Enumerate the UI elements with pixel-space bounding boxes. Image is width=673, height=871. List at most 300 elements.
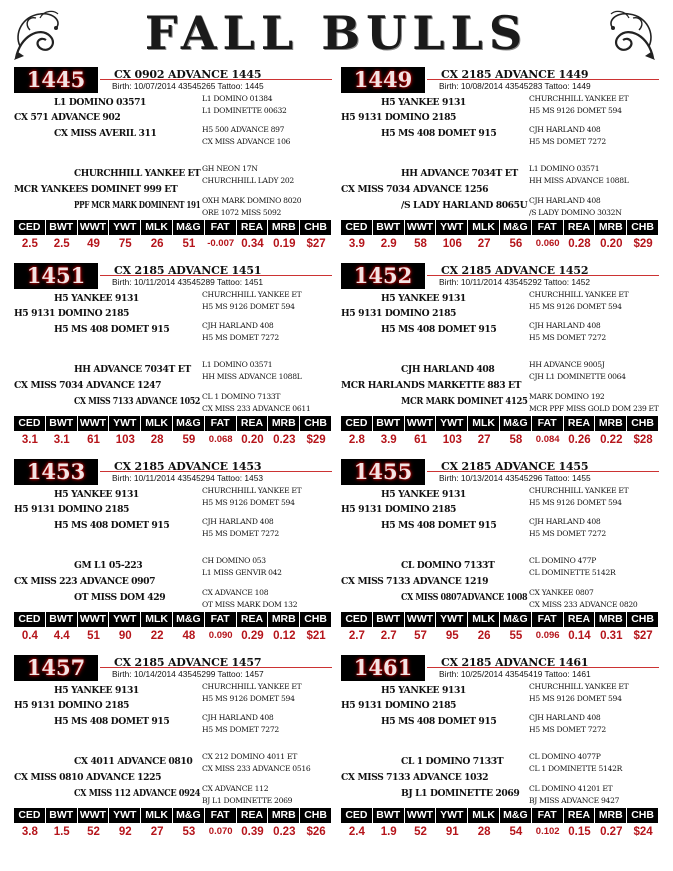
bull-card [14, 655, 332, 855]
epd-label: CED [341, 612, 372, 627]
epd-label: BWT [373, 220, 404, 235]
epd-value: 2.7 [380, 630, 397, 642]
epd-label: REA [237, 220, 268, 235]
epd-label: M&G [500, 612, 531, 627]
sire-sire-sire: CHURCHHILL YANKEE ET [529, 682, 629, 691]
epd-label: BWT [46, 612, 77, 627]
epd-label: YWT [109, 220, 140, 235]
epd-value: 1.9 [380, 826, 397, 838]
tag-number-text: 1449 [353, 67, 413, 92]
epd-label: WWT [78, 220, 109, 235]
sire-sire-sire: CHURCHHILL YANKEE ET [529, 290, 629, 299]
epd-value: 103 [115, 434, 135, 446]
epd-label: M&G [500, 220, 531, 235]
bull-name: CX 2185 ADVANCE 1457 [114, 656, 262, 669]
dam-sire-sire: CL DOMINO 4077P [529, 752, 601, 761]
epd-label: MLK [141, 416, 172, 431]
dam-dam-dam: CX MISS 233 ADVANCE 0611 [202, 404, 311, 413]
sire-dam: H5 MS 408 DOMET 915 [381, 324, 497, 335]
bull-tag-number [14, 459, 98, 485]
epd-value: 26 [477, 630, 491, 642]
epd-value: 2.5 [21, 238, 38, 250]
dam-dam: BJ L1 DOMINETTE 2069 [401, 788, 520, 799]
sire-sire-dam: H5 MS 9126 DOMET 594 [202, 302, 295, 311]
dam-sire-dam: L1 MISS GENVIR 042 [202, 568, 282, 577]
sire-sire: H5 YANKEE 9131 [381, 489, 466, 500]
epd-header-row [341, 220, 659, 235]
sire-dam-dam: H5 MS DOMET 7272 [529, 529, 606, 538]
epd-value: 58 [509, 434, 523, 446]
sire-sire-sire: CHURCHHILL YANKEE ET [202, 682, 302, 691]
dam: MCR HARLANDS MARKETTE 883 ET [341, 380, 522, 391]
epd-value: 0.39 [241, 826, 264, 838]
epd-value: 3.1 [53, 434, 70, 446]
epd-label: YWT [109, 808, 140, 823]
epd-value: 2.5 [53, 238, 70, 250]
epd-value: 103 [442, 434, 462, 446]
bull-name: CX 2185 ADVANCE 1449 [441, 68, 589, 81]
epd-label: REA [564, 808, 595, 823]
epd-value: 54 [509, 826, 523, 838]
dam-sire-dam: CL 1 DOMINETTE 5142R [529, 764, 623, 773]
epd-label: YWT [109, 416, 140, 431]
epd-header-row [341, 612, 659, 627]
epd-value: 0.26 [568, 434, 591, 446]
dam-sire: CL 1 DOMINO 7133T [401, 756, 504, 767]
epd-value: 27 [477, 434, 491, 446]
sire: H5 9131 DOMINO 2185 [14, 700, 130, 711]
dam-sire: CHURCHHILL YANKEE ET [74, 168, 201, 179]
sire-sire-dam: H5 MS 9126 DOMET 594 [202, 694, 295, 703]
bull-card [341, 459, 659, 659]
sire: H5 9131 DOMINO 2185 [341, 112, 457, 123]
epd-value: 56 [509, 238, 523, 250]
sire-dam-sire: CJH HARLAND 408 [202, 713, 274, 722]
epd-value: 0.34 [241, 238, 264, 250]
bull-card [14, 459, 332, 659]
sire-sire-sire: CHURCHHILL YANKEE ET [529, 94, 629, 103]
epd-value: 0.19 [273, 238, 296, 250]
epd-label: CED [14, 612, 45, 627]
sire-dam-dam: CX MISS ADVANCE 106 [202, 137, 291, 146]
dam-dam-sire: CL DOMINO 41201 ET [529, 784, 613, 793]
epd-label: YWT [436, 612, 467, 627]
bull-name: CX 2185 ADVANCE 1455 [441, 460, 589, 473]
epd-label: MRB [595, 612, 626, 627]
sire-dam-dam: H5 MS DOMET 7272 [529, 137, 606, 146]
epd-label: MRB [595, 220, 626, 235]
epd-label: FAT [532, 612, 563, 627]
epd-values-row [14, 236, 332, 252]
tag-number-text: 1445 [26, 67, 86, 92]
bull-name: CX 0902 ADVANCE 1445 [114, 68, 262, 81]
epd-value: $28 [633, 434, 653, 446]
sire-dam-sire: CJH HARLAND 408 [529, 125, 601, 134]
epd-label: CHB [627, 808, 658, 823]
sire-dam-sire: CJH HARLAND 408 [529, 713, 601, 722]
dam-dam-sire: CL 1 DOMINO 7133T [202, 392, 281, 401]
epd-value: 0.096 [535, 630, 560, 641]
sire-sire-sire: CHURCHHILL YANKEE ET [529, 486, 629, 495]
epd-label: CHB [627, 220, 658, 235]
sire-sire: H5 YANKEE 9131 [381, 293, 466, 304]
epd-value: 0.29 [241, 630, 264, 642]
epd-label: M&G [173, 220, 204, 235]
epd-label: M&G [500, 808, 531, 823]
sire-dam: H5 MS 408 DOMET 915 [381, 716, 497, 727]
epd-values-row [341, 628, 659, 644]
epd-value: 55 [509, 630, 523, 642]
sire-dam: H5 MS 408 DOMET 915 [54, 520, 170, 531]
bull-birth-info: Birth: 10/25/2014 43545419 Tattoo: 1461 [439, 669, 591, 679]
dam-dam-sire: OXH MARK DOMINO 8020 [202, 196, 302, 205]
swirl-ornament-icon [599, 6, 659, 64]
bull-name: CX 2185 ADVANCE 1453 [114, 460, 262, 473]
dam-sire-dam: HH MISS ADVANCE 1088L [529, 176, 629, 185]
epd-label: YWT [436, 416, 467, 431]
sire-dam-sire: CJH HARLAND 408 [529, 517, 601, 526]
sire-sire: H5 YANKEE 9131 [54, 293, 139, 304]
dam-dam-dam: BJ MISS ADVANCE 9427 [529, 796, 620, 805]
epd-values-row [14, 432, 332, 448]
bull-birth-info: Birth: 10/11/2014 43545292 Tattoo: 1452 [439, 277, 591, 287]
epd-value: 0.084 [535, 434, 560, 445]
epd-label: CHB [627, 416, 658, 431]
epd-label: MLK [141, 612, 172, 627]
dam-sire-dam: CX MISS 233 ADVANCE 0516 [202, 764, 311, 773]
epd-label: M&G [173, 612, 204, 627]
sire-sire-dam: H5 MS 9126 DOMET 594 [529, 302, 622, 311]
epd-values-row [14, 628, 332, 644]
bull-name: CX 2185 ADVANCE 1451 [114, 264, 262, 277]
sire-dam: H5 MS 408 DOMET 915 [54, 716, 170, 727]
bull-card [14, 263, 332, 463]
epd-label: M&G [173, 808, 204, 823]
tag-number-text: 1453 [26, 459, 86, 484]
epd-value: 22 [150, 630, 164, 642]
epd-label: WWT [78, 808, 109, 823]
dam-sire-sire: L1 DOMINO 03571 [529, 164, 600, 173]
page-title: FALL BULLS [144, 6, 529, 60]
epd-value: 0.28 [568, 238, 591, 250]
epd-value: 0.15 [568, 826, 591, 838]
epd-value: 0.4 [21, 630, 38, 642]
sire-dam-dam: H5 MS DOMET 7272 [529, 725, 606, 734]
dam: CX MISS 7133 ADVANCE 1219 [341, 576, 489, 587]
dam-dam: OT MISS DOM 429 [74, 592, 166, 603]
dam-sire-sire: GH NEON 17N [202, 164, 258, 173]
epd-value: 48 [182, 630, 196, 642]
epd-label: FAT [532, 220, 563, 235]
epd-value: 2.9 [380, 238, 397, 250]
epd-label: BWT [373, 416, 404, 431]
epd-label: FAT [205, 612, 236, 627]
epd-label: FAT [205, 416, 236, 431]
epd-value: 58 [414, 238, 427, 250]
epd-label: MLK [468, 612, 499, 627]
epd-value: -0.007 [207, 238, 235, 249]
epd-value: 90 [118, 630, 132, 642]
epd-value: 0.20 [600, 238, 623, 250]
bull-tag-number [14, 655, 98, 681]
sire-dam-dam: H5 MS DOMET 7272 [529, 333, 606, 342]
sire-dam-dam: H5 MS DOMET 7272 [202, 529, 279, 538]
epd-value: 52 [87, 826, 100, 838]
epd-value: 0.27 [600, 826, 623, 838]
epd-label: MLK [468, 416, 499, 431]
dam-sire: CX 4011 ADVANCE 0810 [74, 756, 193, 767]
epd-value: 95 [445, 630, 459, 642]
dam-dam-dam: ORE 1072 MISS 5092 [202, 208, 282, 217]
epd-label: CHB [300, 416, 331, 431]
dam-sire-dam: HH MISS ADVANCE 1088L [202, 372, 302, 381]
epd-value: 2.8 [348, 434, 365, 446]
epd-value: $26 [306, 826, 326, 838]
epd-value: 26 [150, 238, 164, 250]
bull-birth-info: Birth: 10/07/2014 43545265 Tattoo: 1445 [112, 81, 264, 91]
epd-value: 0.23 [273, 826, 296, 838]
sire-sire: H5 YANKEE 9131 [381, 97, 466, 108]
epd-value: 61 [87, 434, 100, 446]
bull-birth-info: Birth: 10/14/2014 43545299 Tattoo: 1457 [112, 669, 264, 679]
epd-label: MLK [468, 808, 499, 823]
epd-header-row [14, 612, 332, 627]
dam-dam: CX MISS 0807ADVANCE 1008 [401, 592, 528, 603]
dam-dam-dam: CX MISS 233 ADVANCE 0820 [529, 600, 638, 609]
sire-dam: H5 MS 408 DOMET 915 [381, 520, 497, 531]
epd-value: 75 [118, 238, 132, 250]
epd-label: WWT [405, 808, 436, 823]
epd-label: CHB [300, 220, 331, 235]
sire-dam-dam: H5 MS DOMET 7272 [202, 725, 279, 734]
epd-value: $27 [306, 238, 326, 250]
page-header [0, 0, 673, 64]
sire-dam-sire: CJH HARLAND 408 [529, 321, 601, 330]
epd-value: 27 [477, 238, 491, 250]
dam-sire-sire: HH ADVANCE 9005J [529, 360, 605, 369]
epd-value: 51 [87, 630, 100, 642]
epd-header-row [14, 416, 332, 431]
sire-dam-sire: H5 500 ADVANCE 897 [202, 125, 285, 134]
epd-label: FAT [205, 808, 236, 823]
epd-label: CHB [627, 612, 658, 627]
epd-label: CED [14, 220, 45, 235]
epd-value: 3.9 [380, 434, 397, 446]
dam-dam: /S LADY HARLAND 8065U [401, 200, 528, 211]
dam-dam: MCR MARK DOMINET 4125 [401, 396, 528, 407]
epd-value: 28 [477, 826, 491, 838]
dam-sire-sire: CX 212 DOMINO 4011 ET [202, 752, 297, 761]
sire-sire-dam: H5 MS 9126 DOMET 594 [529, 106, 622, 115]
epd-value: 92 [118, 826, 132, 838]
bull-tag-number [341, 263, 425, 289]
tag-number-text: 1457 [26, 655, 86, 680]
dam-dam: CX MISS 112 ADVANCE 0924 [74, 788, 201, 799]
epd-values-row [14, 824, 332, 840]
dam-sire-sire: CL DOMINO 477P [529, 556, 597, 565]
dam: MCR YANKEES DOMINET 999 ET [14, 184, 178, 195]
epd-value: 49 [87, 238, 100, 250]
epd-label: REA [237, 612, 268, 627]
epd-label: MRB [268, 808, 299, 823]
epd-label: BWT [46, 808, 77, 823]
epd-label: FAT [532, 808, 563, 823]
bull-card [341, 655, 659, 855]
epd-label: M&G [173, 416, 204, 431]
epd-label: WWT [405, 416, 436, 431]
sire-sire-dam: H5 MS 9126 DOMET 594 [529, 694, 622, 703]
epd-label: YWT [109, 612, 140, 627]
epd-label: MRB [595, 416, 626, 431]
bull-name: CX 2185 ADVANCE 1452 [441, 264, 589, 277]
epd-label: WWT [78, 612, 109, 627]
epd-label: REA [237, 808, 268, 823]
epd-value: 0.068 [208, 434, 233, 445]
sire-sire: H5 YANKEE 9131 [54, 489, 139, 500]
epd-value: $29 [633, 238, 653, 250]
dam-sire-sire: L1 DOMINO 03571 [202, 360, 273, 369]
epd-values-row [341, 236, 659, 252]
epd-value: 0.22 [600, 434, 623, 446]
sire-sire-sire: L1 DOMINO 01384 [202, 94, 273, 103]
sire: H5 9131 DOMINO 2185 [14, 308, 130, 319]
dam-sire-sire: CH DOMINO 053 [202, 556, 266, 565]
sire-sire-sire: CHURCHHILL YANKEE ET [202, 290, 302, 299]
epd-value: 0.23 [273, 434, 296, 446]
epd-values-row [341, 432, 659, 448]
epd-value: 0.070 [208, 826, 233, 837]
bull-tag-number [14, 263, 98, 289]
epd-value: 4.4 [53, 630, 70, 642]
bull-name: CX 2185 ADVANCE 1461 [441, 656, 589, 669]
epd-label: MRB [268, 416, 299, 431]
tag-number-text: 1461 [353, 655, 413, 680]
dam-dam-dam: BJ L1 DOMINETTE 2069 [202, 796, 293, 805]
epd-header-row [341, 416, 659, 431]
epd-value: 0.20 [241, 434, 264, 446]
epd-label: CED [341, 416, 372, 431]
dam: CX MISS 223 ADVANCE 0907 [14, 576, 156, 587]
sire-sire: H5 YANKEE 9131 [381, 685, 466, 696]
epd-value: 0.14 [568, 630, 591, 642]
dam-dam-sire: CX ADVANCE 108 [202, 588, 269, 597]
epd-label: WWT [405, 220, 436, 235]
sire: H5 9131 DOMINO 2185 [341, 700, 457, 711]
epd-label: WWT [78, 416, 109, 431]
bull-card [341, 67, 659, 267]
epd-label: MLK [468, 220, 499, 235]
dam-sire-dam: CHURCHHILL LADY 202 [202, 176, 294, 185]
epd-value: $21 [306, 630, 326, 642]
epd-label: REA [237, 416, 268, 431]
tag-number-text: 1451 [26, 263, 86, 288]
epd-value: 59 [182, 434, 196, 446]
epd-value: 51 [182, 238, 196, 250]
epd-label: YWT [436, 808, 467, 823]
dam-dam-sire: CX ADVANCE 112 [202, 784, 269, 793]
epd-header-row [14, 220, 332, 235]
dam-dam-dam: MCR PPF MISS GOLD DOM 239 ET [529, 404, 659, 413]
dam-sire: CL DOMINO 7133T [401, 560, 495, 571]
epd-value: 27 [150, 826, 164, 838]
epd-value: 28 [150, 434, 164, 446]
epd-label: M&G [500, 416, 531, 431]
bull-card [341, 263, 659, 463]
epd-label: MLK [141, 808, 172, 823]
bull-birth-info: Birth: 10/13/2014 43545296 Tattoo: 1455 [439, 473, 591, 483]
epd-header-row [14, 808, 332, 823]
sire-sire: L1 DOMINO 03571 [54, 97, 147, 108]
bull-tag-number [14, 67, 98, 93]
sire-dam: H5 MS 408 DOMET 915 [54, 324, 170, 335]
epd-value: 3.8 [21, 826, 38, 838]
epd-value: 0.090 [208, 630, 233, 641]
sire: CX 571 ADVANCE 902 [14, 112, 121, 123]
epd-label: WWT [405, 612, 436, 627]
epd-label: BWT [46, 220, 77, 235]
bull-birth-info: Birth: 10/11/2014 43545294 Tattoo: 1453 [112, 473, 264, 483]
sire: H5 9131 DOMINO 2185 [14, 504, 130, 515]
sire-sire-dam: H5 MS 9126 DOMET 594 [529, 498, 622, 507]
epd-value: 2.4 [348, 826, 365, 838]
epd-label: MRB [268, 220, 299, 235]
dam-dam-dam: OT MISS MARK DOM 132 [202, 600, 298, 609]
dam-dam-sire: CJH HARLAND 408 [529, 196, 601, 205]
dam: CX MISS 7034 ADVANCE 1256 [341, 184, 489, 195]
epd-values-row [341, 824, 659, 840]
dam-sire: HH ADVANCE 7034T ET [74, 364, 191, 375]
sire-dam-dam: H5 MS DOMET 7272 [202, 333, 279, 342]
epd-label: MRB [268, 612, 299, 627]
bull-tag-number [341, 655, 425, 681]
epd-label: CED [341, 808, 372, 823]
epd-label: REA [564, 612, 595, 627]
sire-dam: CX MISS AVERIL 311 [54, 128, 157, 139]
dam-sire: CJH HARLAND 408 [401, 364, 495, 375]
dam: CX MISS 0810 ADVANCE 1225 [14, 772, 162, 783]
epd-label: FAT [205, 220, 236, 235]
dam-dam-sire: MARK DOMINO 192 [529, 392, 605, 401]
epd-label: CED [14, 416, 45, 431]
sire-sire: H5 YANKEE 9131 [54, 685, 139, 696]
epd-value: 0.31 [600, 630, 623, 642]
epd-label: MLK [141, 220, 172, 235]
dam-sire-dam: CJH L1 DOMINETTE 0064 [529, 372, 626, 381]
epd-label: CHB [300, 612, 331, 627]
epd-label: BWT [373, 808, 404, 823]
sire: H5 9131 DOMINO 2185 [341, 308, 457, 319]
dam-dam-sire: CX YANKEE 0807 [529, 588, 594, 597]
epd-value: 1.5 [53, 826, 70, 838]
dam-sire: GM L1 05-223 [74, 560, 143, 571]
epd-label: CED [341, 220, 372, 235]
epd-label: BWT [373, 612, 404, 627]
epd-value: 91 [445, 826, 459, 838]
epd-value: 2.7 [348, 630, 365, 642]
epd-value: 0.102 [535, 826, 560, 837]
epd-value: 3.1 [21, 434, 38, 446]
sire-dam-sire: CJH HARLAND 408 [202, 517, 274, 526]
epd-label: FAT [532, 416, 563, 431]
epd-value: $29 [306, 434, 326, 446]
bull-birth-info: Birth: 10/11/2014 43545289 Tattoo: 1451 [112, 277, 264, 287]
dam: CX MISS 7034 ADVANCE 1247 [14, 380, 162, 391]
tag-number-text: 1452 [353, 263, 413, 288]
epd-label: MRB [595, 808, 626, 823]
dam-dam: PPF MCR MARK DOMINENT 191 [74, 200, 201, 211]
dam-sire-dam: CL DOMINETTE 5142R [529, 568, 616, 577]
epd-label: YWT [436, 220, 467, 235]
